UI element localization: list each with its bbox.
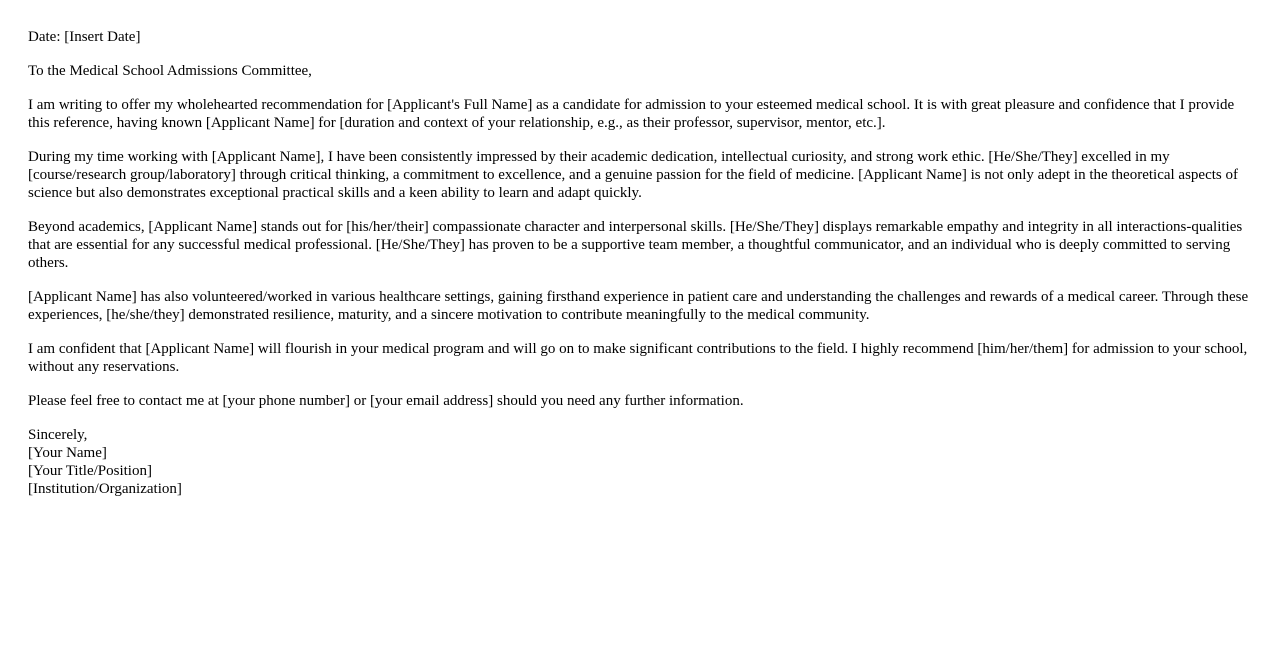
signer-organization: [Institution/Organization] bbox=[28, 481, 182, 497]
signature-block bbox=[28, 426, 1250, 498]
body-paragraph-6: Please feel free to contact me at [your phone number] or [your email address] should you need any further information. bbox=[28, 393, 744, 409]
signer-title: [Your Title/Position] bbox=[28, 463, 152, 479]
date-line: Date: [Insert Date] bbox=[28, 29, 141, 45]
body-paragraph-3: Beyond academics, [Applicant Name] stands out for [his/her/their] compassionate character and interpersonal skills. [He/She/They] displays remarkable empathy and integrity in all interactions-qualities that are essential for any successful medical professional. [He/She/They] has proven to be a supportive team member, a thoughtful communicator, and an individual who is deeply committed to serving others. bbox=[28, 219, 1243, 271]
salutation: To the Medical School Admissions Committee, bbox=[28, 63, 312, 79]
closing: Sincerely, bbox=[28, 427, 88, 443]
body-paragraph-4: [Applicant Name] has also volunteered/worked in various healthcare settings, gaining firsthand experience in patient care and understanding the challenges and rewards of a medical career. Through these experiences, [he/she/they] demonstrated resilience, maturity, and a sincere motivation to contribute meaningfully to the medical community. bbox=[28, 289, 1249, 323]
body-paragraph-2: During my time working with [Applicant Name], I have been consistently impressed by their academic dedication, intellectual curiosity, and strong work ethic. [He/She/They] excelled in my [course/research group/laboratory] through critical thinking, a commitment to excellence, and a genuine passion for the field of medicine. [Applicant Name] is not only adept in the theoretical aspects of science but also demonstrates exceptional practical skills and a keen ability to learn and adapt quickly. bbox=[28, 149, 1238, 201]
body-paragraph-5: I am confident that [Applicant Name] will flourish in your medical program and will go on to make significant contributions to the field. I highly recommend [him/her/them] for admission to your school, without any reservations. bbox=[28, 341, 1248, 375]
signer-name: [Your Name] bbox=[28, 445, 107, 461]
body-paragraph-1: I am writing to offer my wholehearted recommendation for [Applicant's Full Name] as a candidate for admission to your esteemed medical school. It is with great pleasure and confidence that I provide this reference, having known [Applicant Name] for [duration and context of your relationship, e.g., as their professor, supervisor, mentor, etc.]. bbox=[28, 97, 1235, 131]
